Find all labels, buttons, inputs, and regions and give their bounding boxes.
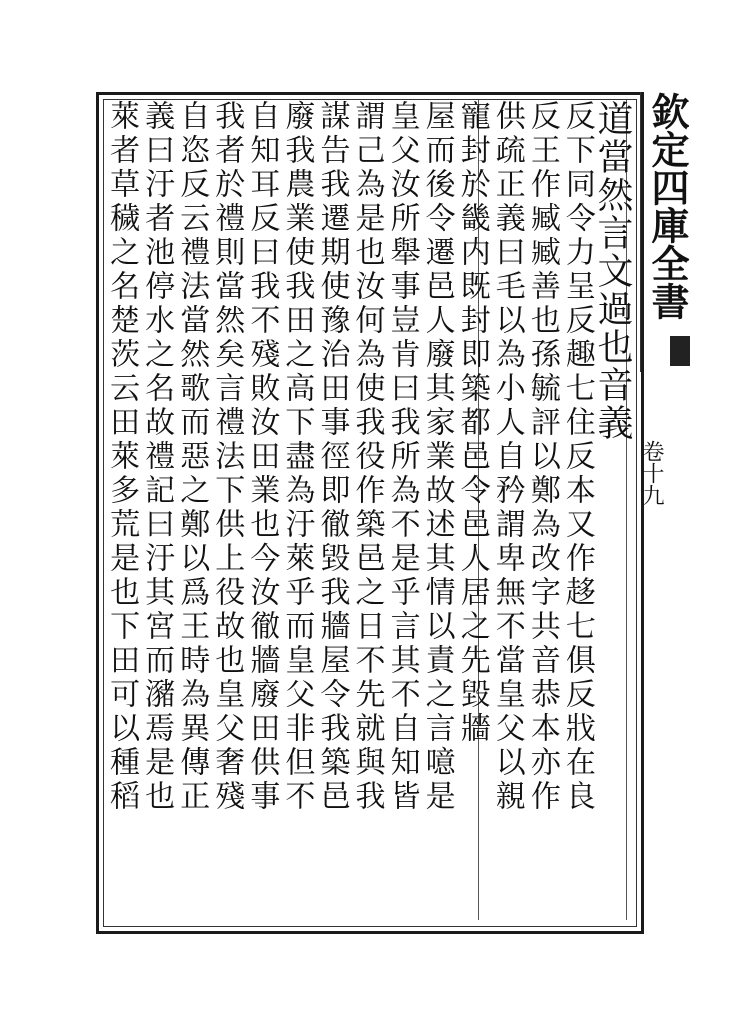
text-column-6: 屋而後令遷邑人廢其家業故述其情以責之言噫是 <box>419 100 455 814</box>
book-title: 欽定四庫全書 <box>640 92 693 372</box>
volume-label: 卷十九 <box>639 440 664 506</box>
text-column-1: 道當然言文過也音義 <box>591 100 633 442</box>
text-column-12: 我者於禮則當然矣言禮法下供上役故也皇父奢殘 <box>209 100 245 814</box>
text-column-3: 反王作臧臧善也孫毓評以鄭為改字共音恭本亦作 <box>524 100 560 814</box>
text-column-2: 反下同令力呈反趣七住反本又作趍七俱反戕在良 <box>559 100 595 814</box>
text-column-10: 廢我農業使我田之高下盡為汙萊乎而皇父非但不 <box>279 100 315 814</box>
text-column-5: 寵封於畿内既封即築都邑令邑人居之先毀牆 <box>454 100 490 746</box>
text-column-13: 自恣反云禮法當然歌而惡之鄭以爲王時為異傳正 <box>174 100 210 814</box>
text-column-8: 謂己為是也汝何為使我役作築邑之日不先就與我 <box>349 100 385 814</box>
text-column-9: 謀告我遷期使豫治田事徑即徹毀我牆屋令我築邑 <box>314 100 350 814</box>
text-column-15: 萊者草穢之名楚茨云田萊多荒是也下田可以種稻 <box>104 100 140 814</box>
text-column-11: 自知耳反曰我不殘敗汝田業也今汝徹牆廢田供事 <box>244 100 280 814</box>
text-column-7: 皇父汝所舉事豈肯曰我所為不是乎言其不自知皆 <box>384 100 420 814</box>
fish-tail-mark <box>670 336 690 366</box>
text-column-14: 義曰汙者池停水之名故禮記曰汙其宮而瀦焉是也 <box>139 100 175 814</box>
text-column-4: 供疏正義曰毛以為小人自矜謂卑無不當皇父以親 <box>489 100 525 814</box>
